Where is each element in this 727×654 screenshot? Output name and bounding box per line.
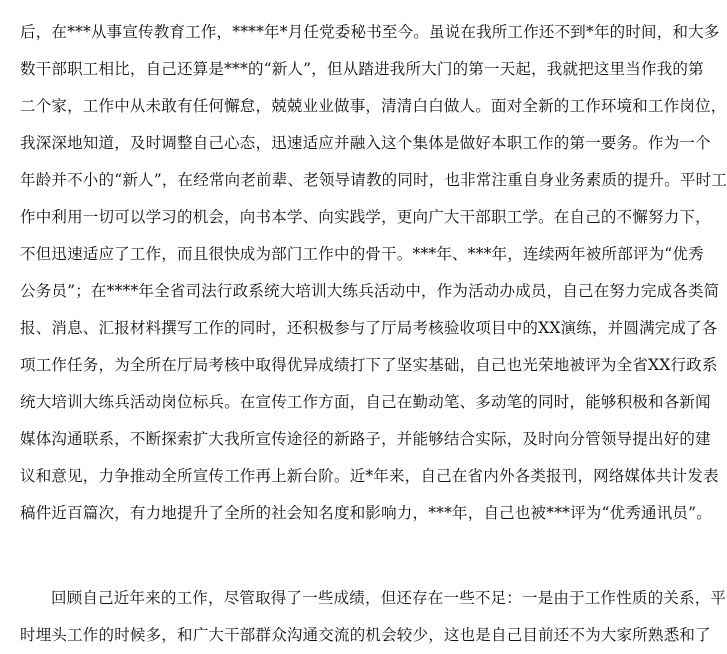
- text-line: 作中利用一切可以学习的机会，向书本学、向实践学，更向广大干部职工学。在自己的不懈努力下，: [20, 208, 711, 226]
- text-line: 回顾自己近年来的工作，尽管取得了一些成绩，但还存在一些不足：一是由于工作性质的关系，平: [51, 589, 727, 607]
- text-line: 时埋头工作的时候多，和广大干部群众沟通交流的机会较少，这也是自己目前还不为大家所熟悉和了: [20, 626, 711, 644]
- text-line: 媒体沟通联系，不断探索扩大我所宣传途径的新路子，并能够结合实际，及时向分管领导提出好的建: [20, 430, 711, 448]
- paragraph-reflection: [20, 580, 727, 654]
- text-line: 不但迅速适应了工作，而且很快成为部门工作中的骨干。***年、***年，连续两年被所部评为“优秀: [20, 245, 704, 263]
- text-line: 公务员”；在****年全省司法行政系统大培训大练兵活动中，作为活动办成员，自己在努力完成各类简: [20, 282, 720, 300]
- text-line: 后，在***从事宣传教育工作，****年*月任党委秘书至今。虽说在我所工作还不到*年的时间，和大多: [20, 23, 720, 41]
- paragraph-work-record: [20, 14, 727, 532]
- text-line: 年龄并不小的“新人”，在经常向老前辈、老领导请教的同时，也非常注重自身业务素质的提升。平时工: [20, 171, 727, 189]
- text-line: 稿件近百篇次，有力地提升了全所的社会知名度和影响力，***年，自己也被***评为“优秀通讯员”。: [20, 504, 712, 522]
- text-line: 统大培训大练兵活动岗位标兵。在宣传工作方面，自己在勤动笔、多动笔的同时，能够积极和各新闻: [20, 393, 711, 411]
- text-line: 议和意见，力争推动全所宣传工作再上新台阶。近*年来，自己在省内外各类报刊，网络媒体共计发表: [20, 467, 719, 485]
- text-line: 报、消息、汇报材料撰写工作的同时，还积极参与了厅局考核验收项目中的XX演练，并圆满完成了各: [20, 319, 718, 337]
- text-line: 项工作任务，为全所在厅局考核中取得优异成绩打下了坚实基础，自己也光荣地被评为全省XX行政系: [20, 356, 718, 374]
- text-line: 数干部职工相比，自己还算是***的“新人”，但从踏进我所大门的第一天起，我就把这里当作我的第: [20, 60, 704, 78]
- text-line: 我深深地知道，及时调整自己心态，迅速适应并融入这个集体是做好本职工作的第一要务。作为一个: [20, 134, 711, 152]
- text-line: 二个家，工作中从未敢有任何懈怠，兢兢业业做事，清清白白做人。面对全新的工作环境和工作岗位，: [20, 97, 727, 115]
